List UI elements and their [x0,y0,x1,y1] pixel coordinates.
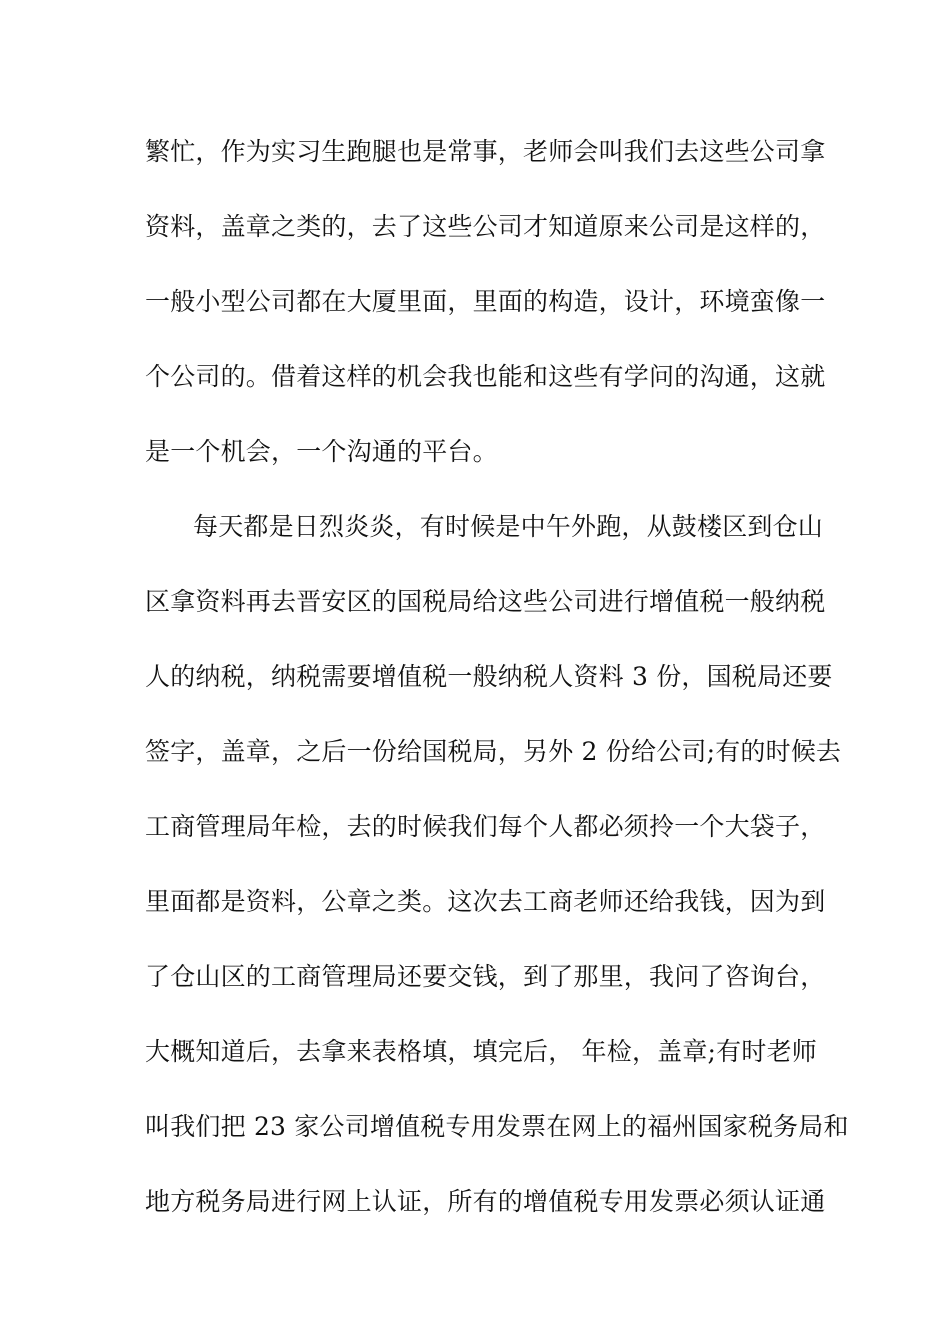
text-line-14: 叫我们把 23 家公司增值税专用发票在网上的福州国家税务局和 [145,1112,849,1141]
text-line-1: 繁忙，作为实习生跑腿也是常事，老师会叫我们去这些公司拿 [145,137,826,166]
text-line-2: 资料，盖章之类的，去了这些公司才知道原来公司是这样的， [145,212,826,241]
text-line-10: 工商管理局年检，去的时候我们每个人都必须拎一个大袋子， [145,812,826,841]
text-line-3: 一般小型公司都在大厦里面，里面的构造，设计，环境蛮像一 [145,287,826,316]
text-line-12: 了仓山区的工商管理局还要交钱，到了那里，我问了咨询台， [145,962,826,991]
text-line-4: 个公司的。借着这样的机会我也能和这些有学问的沟通，这就 [145,362,826,391]
text-line-15: 地方税务局进行网上认证，所有的增值税专用发票必须认证通 [145,1187,826,1216]
text-line-7: 区拿资料再去晋安区的国税局给这些公司进行增值税一般纳税 [145,587,826,616]
text-line-6: 每天都是日烈炎炎，有时候是中午外跑，从鼓楼区到仓山 [193,512,824,541]
text-line-11: 里面都是资料，公章之类。这次去工商老师还给我钱，因为到 [145,887,826,916]
text-line-13: 大概知道后，去拿来表格填，填完后， 年检，盖章;有时老师 [145,1037,817,1066]
text-line-8: 人的纳税，纳税需要增值税一般纳税人资料 3 份，国税局还要 [145,662,833,691]
text-line-9: 签字，盖章，之后一份给国税局，另外 2 份给公司;有的时候去 [145,737,842,766]
text-line-5: 是一个机会，一个沟通的平台。 [145,437,498,466]
